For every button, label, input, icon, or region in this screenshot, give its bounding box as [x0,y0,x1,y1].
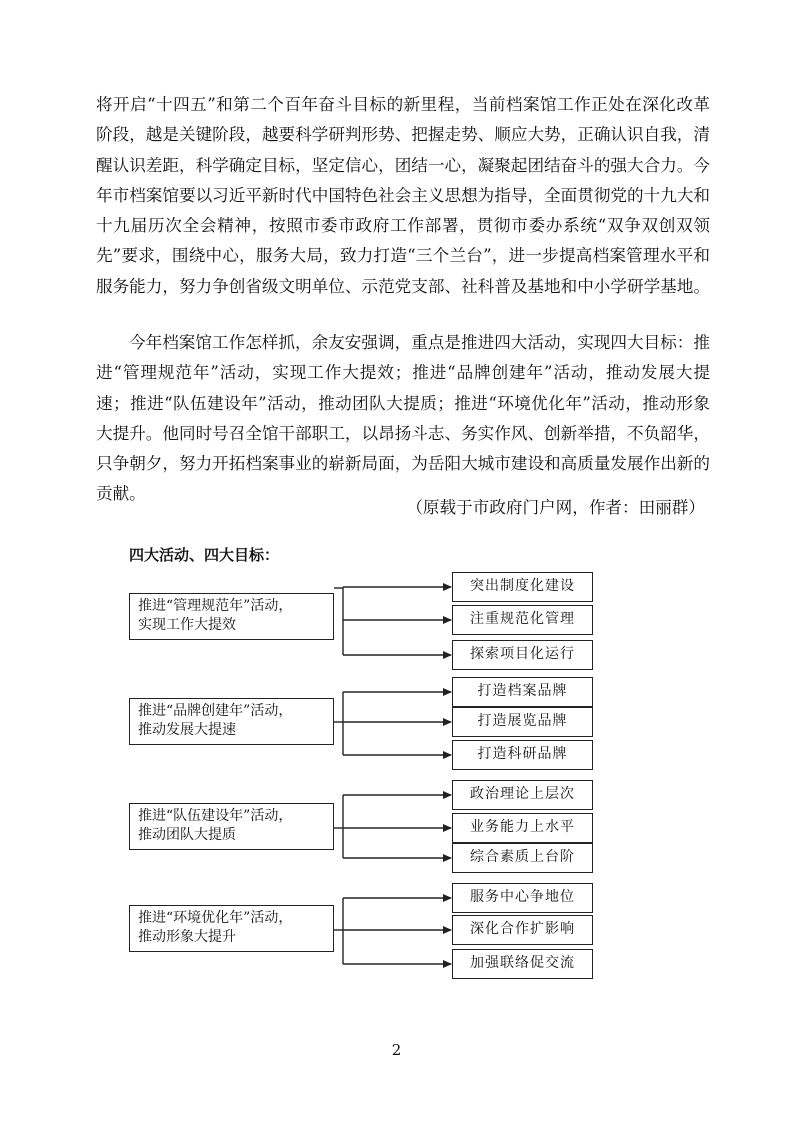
goal-box: 打造档案品牌 [452,677,593,707]
goal-box: 探索项目化运行 [452,640,593,670]
goal-box: 政治理论上层次 [452,780,593,810]
goal-box: 打造科研品牌 [452,740,593,770]
goal-box: 深化合作扩影响 [452,915,593,945]
activity-line: 推进“环境优化年”活动， [138,910,293,926]
activity-line: 推动发展大提速 [138,722,236,738]
activity-line: 推进“队伍建设年”活动， [138,808,293,824]
paragraph-1: 将开启“十四五”和第二个百年奋斗目标的新里程，当前档案馆工作正处在深化改革阶段，越是关键阶段，越要科学研判形势、把握走势、顺应大势，正确认识自我，清醒认识差距，科学确定目标，坚定信心，团结一心，凝聚起团结奋斗的强大合力。今年市档案馆要以习近平新时代中国特色社会主义思想为指导，全面贯彻党的十九大和十九届历次全会精神，按照市委市政府工作部署，贯彻市委办系统“双争双创双领先”要求，围绕中心，服务大局，致力打造“三个兰台”，进一步提高档案管理水平和服务能力，努力争创省级文明单位、示范党支部、社科普及基地和中小学研学基地。 [96,95,710,296]
goal-box: 注重规范化管理 [452,605,593,635]
activity-box-team [129,803,334,850]
activity-line: 实现工作大提效 [138,617,236,633]
paragraph-2: 今年档案馆工作怎样抓，余友安强调，重点是推进四大活动，实现四大目标：推进“管理规范年”活动，实现工作大提效；推进“品牌创建年”活动，推动发展大提速；推进“队伍建设年”活动，推动团队大提质；推进“环境优化年”活动，推动形象大提升。他同时号召全馆干部职工，以昂扬斗志、务实作风、创新举措，不负韶华，只争朝夕，努力开拓档案事业的崭新局面，为岳阳大城市建设和高质量发展作出新的贡献。 [96,333,710,504]
goal-box: 综合素质上台阶 [452,843,593,873]
goal-box: 业务能力上水平 [452,813,593,843]
activity-line: 推动团队大提质 [138,827,236,843]
activity-line: 推动形象大提升 [138,929,236,945]
goal-box: 打造展览品牌 [452,707,593,737]
source-attribution: （原载于市政府门户网，作者：田丽群） [406,498,705,517]
activity-box-brand [129,698,334,745]
activity-box-management [129,593,334,640]
goal-box: 突出制度化建设 [452,572,593,602]
activity-box-environment [129,905,334,952]
page-number: 2 [391,1041,402,1059]
diagram-title: 四大活动、四大目标： [129,546,280,564]
activity-line: 推进“管理规范年”活动， [138,598,293,614]
goal-box: 加强联络促交流 [452,949,593,979]
activity-line: 推进“品牌创建年”活动， [138,703,293,719]
goal-box: 服务中心争地位 [452,883,593,913]
